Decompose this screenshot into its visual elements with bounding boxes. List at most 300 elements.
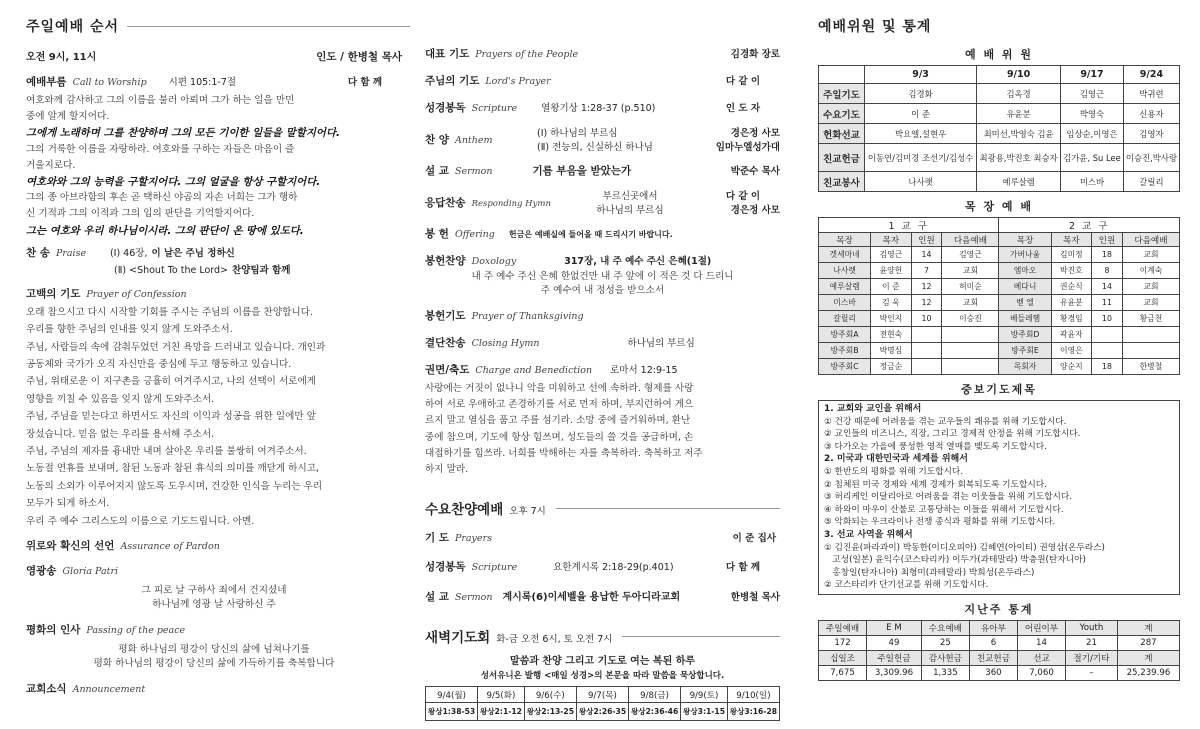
committee-cell: 이동연/김미경 조선기/김성수 (865, 144, 977, 172)
cell-group-1: 1 교 구 (819, 218, 999, 233)
intercessory-prayer-box (818, 400, 1180, 595)
offering-note: 헌금은 예배실에 들어올 때 드리시기 바랍니다. (508, 230, 673, 239)
cell-value: 방주회A (819, 327, 871, 343)
committee-stats-title: 예배위원 및 통계 (818, 16, 939, 36)
cell-value: 엠마오 (999, 263, 1051, 279)
stats-value: 21 (1066, 635, 1118, 650)
committee-cell: 이승진,박사랑 (1123, 144, 1179, 172)
confession-en: Prayer of Confession (86, 288, 187, 300)
committee-title: 예 배 위 원 (965, 48, 1033, 61)
doxology-text (425, 270, 780, 298)
prayer-item: ⑤ 악화되는 우크라이나 전쟁 종식과 평화를 위해 기도합시다. (824, 517, 1056, 528)
prayer-item: ② 코스타리카 단기선교를 위해 기도합시다. (824, 580, 989, 591)
cell-value: 김 욱 (871, 295, 911, 311)
cell-value: 박인지 (871, 311, 911, 327)
stats-header: 어린이부 (1017, 620, 1065, 635)
scripture-row (425, 100, 780, 115)
wed-prayer-person: 이 준 집사 (732, 533, 776, 545)
committee-corner (819, 66, 865, 84)
cell-value: 겟세마네 (819, 247, 871, 263)
call-line: 그의 종 아브라함의 후손 곧 택하신 야곱의 자손 너희는 그가 행하 (26, 192, 298, 204)
cell-value: 18 (1092, 359, 1123, 375)
peace-row (26, 622, 402, 637)
scripture-en: Scripture (471, 103, 518, 114)
cell-value: 전현숙 (871, 327, 911, 343)
call-line: 여호와와 그의 능력을 구할지어다. 그의 얼굴을 항상 구할지어다. (26, 176, 321, 189)
peace-en: Passing of the peace (86, 625, 186, 637)
committee-cell: 미스바 (1061, 172, 1124, 192)
cell-value: 가버나움 (999, 247, 1051, 263)
cell-group-row (819, 218, 1180, 233)
call-label: 예배부름 (26, 76, 67, 88)
cell-header: 다음예배 (1122, 233, 1179, 247)
wed-prayer-row (425, 530, 780, 545)
cell-row (819, 311, 1180, 327)
dawn-text-cell: 왕상2:1-12 (478, 703, 525, 721)
cell-value: 김영근 (942, 247, 999, 263)
cell-value: 18 (1092, 247, 1123, 263)
cell-value (942, 327, 999, 343)
order-of-worship-column (26, 0, 402, 729)
confession-line: 우리를 향한 주님의 인내를 잊지 않게 도와주소서. (26, 324, 233, 336)
cell-value: 베들레헴 (999, 311, 1051, 327)
dawn-day-cell: 9/5(화) (478, 687, 525, 703)
committee-role: 수요기도 (819, 104, 865, 124)
benediction-line: 르지 말고 열심을 품고 주를 섬기라. 소망 중에 즐거워하며, 환난 (425, 415, 691, 427)
cell-value (942, 343, 999, 359)
wednesday-time: 오후 7시 (509, 506, 546, 518)
sermon-person: 박준수 목사 (730, 166, 780, 177)
cell-value: 10 (911, 311, 942, 327)
cell-value (1092, 327, 1123, 343)
committee-cell: 박영숙 (1061, 104, 1124, 124)
call-line: 여호와께 감사하고 그의 이름을 불러 아뢰며 그가 하는 일을 만민 (26, 95, 295, 106)
doxology-line: 내 주 예수 주신 은혜 한없건만 내 주 앞에 이 적은 것 다 드리니 (471, 271, 734, 282)
scripture-label: 성경봉독 (425, 102, 466, 114)
response-person-2: 경은정 사모 (730, 205, 780, 216)
dawn-day-cell: 9/4(월) (426, 687, 478, 703)
cell-row (819, 359, 1180, 375)
call-line: 신 기적과 그의 이적과 그의 입의 판단을 기억할지어다. (26, 208, 255, 220)
stats-value: 14 (1017, 635, 1065, 650)
dawn-day-cell: 9/10(일) (727, 687, 779, 703)
benediction-ref: 로마서 12:9-15 (610, 365, 678, 376)
anthem-label-row (425, 132, 493, 147)
dawn-text-cell: 왕상1:38-53 (426, 703, 478, 721)
dawn-title: 새벽기도회 (425, 630, 491, 647)
wed-prayer-en: Prayers (454, 533, 492, 545)
gloria-row (26, 563, 402, 578)
gloria-label: 영광송 (26, 565, 57, 578)
stats-table (818, 620, 1180, 681)
cell-value: 권순식 (1051, 279, 1091, 295)
prayer-title: 중보기도제목 (961, 383, 1037, 396)
lords-prayer-person: 다 같 이 (725, 76, 760, 87)
prayer-item: ③ 허리케인 이달리아로 어려움을 겪는 이웃들을 위해 기도합시다. (824, 492, 1073, 503)
gloria-line: 그 피로 날 구하사 죄에서 건지셨네 (141, 585, 287, 597)
anthem-en: Anthem (454, 135, 493, 146)
stats-value: 25,239.96 (1117, 665, 1179, 680)
confession-line: 영향을 끼칠 수 있음을 잊지 않게 도와주소서. (26, 393, 215, 405)
lords-prayer-row (425, 73, 780, 88)
anthem-line-1 (537, 125, 780, 139)
cell-value: 교회 (1122, 295, 1179, 311)
committee-row (819, 84, 1180, 104)
stats-offering-header (819, 650, 1180, 665)
cell-value (911, 327, 942, 343)
cell-value: 양순지 (1051, 359, 1091, 375)
rep-prayer-person: 김경화 장로 (730, 49, 780, 60)
cell-title: 목 장 예 배 (965, 200, 1033, 213)
stats-value: – (1066, 665, 1118, 680)
cell-value: 교회 (1122, 247, 1179, 263)
stats-value: 287 (1117, 635, 1179, 650)
stats-value: 6 (969, 635, 1017, 650)
committee-cell: 나사랫 (865, 172, 977, 192)
order-of-worship-header (26, 0, 402, 40)
cell-value: 유윤분 (1051, 295, 1091, 311)
call-line: 거울지로다. (26, 159, 76, 171)
committee-role: 친교헌금 (819, 144, 865, 172)
benediction-line: 중에 참으며, 기도에 항상 힘쓰며, 성도들의 쓸 것을 공급하며, 손 (425, 431, 694, 443)
thanksgiving-label: 봉헌기도 (425, 310, 466, 322)
peace-text (26, 643, 402, 671)
rep-prayer-row (425, 46, 780, 61)
benediction-line: 대접하기를 힘쓰라. 너희를 박해하는 자를 축복하라. 축복하고 저주 (425, 447, 703, 459)
confession-line: 장섰습니다. 믿음 없는 우리를 용서해 주소서. (26, 428, 215, 440)
confession-label: 고백의 기도 (26, 287, 81, 300)
committee-cell: 최광용,박진호 최승자 (977, 144, 1061, 172)
praise-en: Praise (55, 247, 87, 259)
stats-header: 주일헌금 (867, 650, 922, 665)
stats-value: 7,060 (1017, 665, 1065, 680)
cell-value: 방주회D (999, 327, 1051, 343)
cell-value: 이승진 (942, 311, 999, 327)
benediction-text (425, 381, 780, 478)
committee-row (819, 124, 1180, 144)
committee-role: 주일기도 (819, 84, 865, 104)
committee-cell: 김영근 (1061, 84, 1124, 104)
wednesday-rule (556, 508, 780, 509)
benediction-line: 사랑에는 거짓이 없나니 악을 미워하고 선에 속하라. 형제를 사랑 (425, 383, 694, 394)
cell-value: 7 (911, 263, 942, 279)
scripture-person: 인 도 자 (725, 103, 760, 114)
stats-header: 주일예배 (819, 620, 867, 635)
confession-line: 노동의 소외가 이루어지지 않도록 도우시며, 건강한 인식을 누리는 우리 (26, 480, 323, 492)
prayer-section-heading: 2. 미국과 대한민국과 세계를 위해서 (824, 454, 968, 465)
cell-value (911, 343, 942, 359)
dawn-days-row (426, 687, 780, 703)
call-line: 그에게 노래하며 그를 찬양하며 그의 모든 기이한 일들을 말할지어다. (26, 127, 340, 140)
cell-value: 이영은 (1051, 343, 1091, 359)
stats-value: 172 (819, 635, 867, 650)
confession-line: 주님, 사람들의 속에 감춰두었던 거친 욕망을 드러내고 있습니다. 개인과 (26, 341, 326, 353)
committee-body (819, 84, 1180, 192)
committee-cell: 박귀련 (1123, 84, 1179, 104)
cell-value: 방주회E (999, 343, 1051, 359)
stats-value: 49 (867, 635, 922, 650)
confession-line: 주님, 주님을 믿는다고 하면서도 자신의 이익과 성공을 위한 일에만 앞 (26, 411, 316, 423)
wed-scripture-label: 성경봉독 (425, 561, 466, 574)
committee-cell: 예루살렘 (977, 172, 1061, 192)
doxology-hymn: 317장, 내 주 예수 주신 은혜(1절) (564, 256, 712, 267)
cell-value: 이계숙 (1122, 263, 1179, 279)
dawn-rule (622, 636, 780, 637)
cell-row (819, 263, 1180, 279)
dawn-text-cell: 왕상3:16-28 (727, 703, 779, 721)
cell-header: 다음예배 (942, 233, 999, 247)
call-to-worship-row (26, 74, 402, 89)
cell-value: 방주회C (819, 359, 871, 375)
doxology-en: Doxology (471, 256, 517, 267)
benediction-row (425, 362, 780, 377)
gloria-text (26, 584, 402, 612)
committee-row (819, 144, 1180, 172)
confession-line: 주님, 위태로운 이 지구촌을 긍휼히 여겨주시고, 나의 선택이 서로에게 (26, 376, 316, 388)
service-time-row (26, 48, 402, 64)
call-line: 그의 거룩한 이름을 자랑하라. 여호와를 구하는 자들은 마음이 즐 (26, 143, 295, 155)
wed-scripture-row (425, 559, 780, 574)
dawn-prayer-header (425, 626, 780, 646)
cell-header: 목장 (999, 233, 1051, 247)
lords-prayer-label: 주님의 기도 (425, 75, 480, 87)
closing-hymn-row (425, 335, 780, 350)
pardon-en: Assurance of Pardon (120, 541, 220, 553)
committee-cell: 김영자 (1123, 124, 1179, 144)
prayer-item: ② 침체된 미국 경제와 세계 경제가 회복되도록 기도합시다. (824, 479, 1047, 490)
stats-value: 25 (921, 635, 969, 650)
cell-header: 목장 (819, 233, 871, 247)
call-to-worship-text (26, 93, 402, 239)
anthem-label: 찬 양 (425, 134, 449, 146)
stats-value: 3,309.96 (867, 665, 922, 680)
peace-line: 평화 하나님의 평강이 당신의 삶에 넘쳐나기를 (118, 644, 310, 656)
stats-header: 절기/기타 (1066, 650, 1118, 665)
wed-sermon-label: 설 교 (425, 591, 449, 604)
doxology-line: 주 예수여 내 정성을 받으소서 (540, 285, 665, 296)
stats-value: 360 (969, 665, 1017, 680)
stats-header: 감사헌금 (921, 650, 969, 665)
dawn-text-cell: 왕상2:36-46 (629, 703, 681, 721)
cell-header: 인원 (911, 233, 942, 247)
prayer-item: ① 건강 때문에 어려움을 겪는 교우들의 쾌유를 위해 기도합시다. (824, 416, 1067, 427)
stats-title: 지난주 통계 (964, 602, 1034, 616)
prayer-item: 홍창일(탄자니아) 최형미(과테말라) 박희성(온두라스) (824, 567, 1035, 578)
prayer-item: ③ 다가오는 가을에 풍성한 영적 열매를 맺도록 기도합시다. (824, 441, 1047, 452)
committee-cell: 임상순,이영은 (1061, 124, 1124, 144)
cell-value: 갈릴리 (819, 311, 871, 327)
stats-header: 친교헌금 (969, 650, 1017, 665)
committee-cell: 김가윤, Su Lee (1061, 144, 1124, 172)
call-person: 다 함 께 (347, 77, 382, 88)
praise-block (26, 245, 402, 276)
confession-line: 모두가 되게 하소서. (26, 498, 110, 510)
committee-header-row (819, 66, 1180, 84)
response-en: Responding Hymn (471, 199, 551, 209)
committee-cell: 갈릴리 (1123, 172, 1179, 192)
praise-song: (Ⅱ) <Shout To the Lord> (114, 264, 228, 276)
pardon-label: 위로와 확신의 선언 (26, 540, 115, 553)
praise-hymn-title: 이 날은 주님 정하신 (151, 247, 235, 259)
cell-value: 박명심 (871, 343, 911, 359)
wed-prayer-label: 기 도 (425, 532, 449, 545)
stats-header: 유아부 (969, 620, 1017, 635)
wed-scripture-ref: 요한계시록 2:18-29(p.401) (553, 562, 674, 574)
committee-row (819, 104, 1180, 124)
confession-line: 공동체와 국가가 오직 자신만을 중심에 두고 행동하고 있습니다. (26, 359, 292, 371)
wed-sermon-person: 한병철 목사 (730, 592, 780, 604)
committee-stats-column (818, 0, 1180, 729)
dawn-line-2: 성서유니온 발행 <매일 성경>의 본문을 따라 말씀을 묵상합니다. (480, 671, 725, 682)
cell-row (819, 343, 1180, 359)
confession-row (26, 286, 402, 301)
prayer-item: ① 한반도의 평화를 위해 기도합시다. (824, 466, 964, 477)
cell-value: 베다니 (999, 279, 1051, 295)
cell-row (819, 279, 1180, 295)
cell-header: 인원 (1092, 233, 1123, 247)
committee-date: 9/10 (977, 66, 1061, 84)
cell-value: 12 (911, 295, 942, 311)
cell-value: 미스바 (819, 295, 871, 311)
cell-header: 목자 (1051, 233, 1091, 247)
benediction-label: 권면/축도 (425, 364, 470, 376)
cell-value: 박진호 (1051, 263, 1091, 279)
cell-value: 정금순 (871, 359, 911, 375)
lords-prayer-en: Lord's Prayer (485, 76, 551, 87)
call-ref: 시편 105:1-7절 (168, 77, 237, 88)
wed-scripture-person: 다 함 께 (725, 562, 760, 574)
committee-cell: 유윤분 (977, 104, 1061, 124)
anthem-block (425, 125, 780, 153)
cell-row (819, 327, 1180, 343)
praise-label: 찬 송 (26, 246, 50, 259)
cell-value: 10 (1092, 311, 1123, 327)
stats-attendance-values (819, 635, 1180, 650)
announcement-en: Announcement (72, 684, 146, 696)
anthem-person-1: 경은정 사모 (730, 128, 780, 139)
closing-hymn-label: 결단찬송 (425, 337, 466, 349)
committee-stats-header (818, 0, 1180, 40)
wednesday-service-header (425, 498, 780, 518)
cell-row (819, 247, 1180, 263)
cell-value (911, 359, 942, 375)
call-line: 그는 여호와 우리 하나님이시라. 그의 판단이 온 땅에 있도다. (26, 224, 304, 237)
cell-value: 방주회B (819, 343, 871, 359)
praise-row-1 (26, 245, 402, 260)
sermon-row (425, 163, 780, 178)
offering-label: 봉 헌 (425, 228, 449, 240)
committee-role: 친교봉사 (819, 172, 865, 192)
cell-value: 8 (1092, 263, 1123, 279)
praise-team: 찬양팀과 함께 (232, 264, 291, 276)
confession-line: 주님, 주님의 제자를 흉내만 내며 살아온 우리를 불쌍히 여겨주소서. (26, 446, 307, 458)
committee-cell: 최미선,박영숙 김윤 (977, 124, 1061, 144)
cell-header-row (819, 233, 1180, 247)
call-en: Call to Worship (72, 77, 147, 88)
dawn-schedule-table (425, 686, 780, 721)
announcement-row (26, 681, 402, 696)
dawn-day-cell: 9/9(토) (681, 687, 728, 703)
cell-value: 황경임 (1051, 311, 1091, 327)
stats-value: 7,675 (819, 665, 867, 680)
confession-line: 노동절 연휴를 보내며, 참된 노동과 참된 휴식의 의미를 깨닫게 하시고, (26, 463, 320, 475)
doxology-row (425, 253, 780, 268)
dawn-text-cell: 왕상3:1-15 (681, 703, 728, 721)
stats-header: E M (867, 620, 922, 635)
cell-value: 김미정 (1051, 247, 1091, 263)
offering-row (425, 226, 780, 241)
committee-cell: 김경화 (865, 84, 977, 104)
praise-row-2 (26, 262, 402, 276)
prayer-item: ① 김진윤(파라과이) 박동한(이디오피아) 김혜연(아이티) 권영삼(온두라스) (824, 542, 1105, 553)
cell-value: 교회 (1122, 279, 1179, 295)
stats-header: 계 (1117, 620, 1179, 635)
pardon-row (26, 538, 402, 553)
praise-hymn-num: (Ⅰ) 46장, (109, 247, 148, 259)
cell-value: 김영근 (871, 247, 911, 263)
committee-date: 9/17 (1061, 66, 1124, 84)
cell-value: 윤양헌 (871, 263, 911, 279)
stats-value: 1,335 (921, 665, 969, 680)
prayer-item: 고성(일본) 윤익수(코스타리카) 이두가(과테말라) 박충원(탄자니아) (824, 555, 1086, 566)
response-title-1: 부르신곳에서 (602, 191, 658, 202)
cell-value: 황금천 (1122, 311, 1179, 327)
sermon-en: Sermon (454, 166, 493, 177)
response-block (425, 188, 780, 216)
committee-row (819, 172, 1180, 192)
committee-cell: 박요엘,설현우 (865, 124, 977, 144)
stats-header: 십일조 (819, 650, 867, 665)
service-leader: 인도 / 한병철 목사 (316, 51, 402, 63)
cell-value: 곽윤자 (1051, 327, 1091, 343)
prayer-section-heading: 3. 선교 사역을 위해서 (824, 529, 913, 540)
dawn-time: 화-금 오전 6시, 토 오전 7시 (496, 634, 613, 646)
committee-table (818, 65, 1180, 192)
response-title-2: 하나님의 부르심 (596, 205, 664, 216)
cell-group-2: 2 교 구 (999, 218, 1180, 233)
response-label-row (425, 195, 551, 210)
cell-value: 한병철 (1122, 359, 1179, 375)
anthem-title-1: (Ⅰ) 하나님의 부르심 (537, 128, 618, 139)
scripture-ref: 열왕기상 1:28-37 (p.510) (541, 103, 656, 114)
committee-date: 9/24 (1123, 66, 1179, 84)
sermon-label: 설 교 (425, 165, 449, 177)
thanksgiving-row (425, 308, 780, 323)
anthem-title-2: (Ⅱ) 전능의, 신실하신 하나님 (537, 142, 653, 153)
cell-value (1122, 343, 1179, 359)
cell-value: 목회자 (999, 359, 1051, 375)
benediction-line: 하지 말라. (425, 464, 469, 476)
anthem-line-2 (537, 139, 780, 153)
stats-offering-values (819, 665, 1180, 680)
cell-body (819, 247, 1180, 375)
anthem-person-2: 임마누엘성가대 (715, 142, 780, 153)
thanksgiving-en: Prayer of Thanksgiving (471, 311, 584, 322)
cell-header: 목자 (871, 233, 911, 247)
dawn-texts-row (426, 703, 780, 721)
dawn-day-cell: 9/8(금) (629, 687, 681, 703)
cell-value: 14 (1092, 279, 1123, 295)
cell-value: 11 (1092, 295, 1123, 311)
dawn-day-cell: 9/6(수) (524, 687, 576, 703)
committee-cell: 이 준 (865, 104, 977, 124)
cell-value: 나사렛 (819, 263, 871, 279)
prayer-item: ② 교인들의 비즈니스, 직장, 그리고 경제적 안정을 위해 기도합시다. (824, 429, 1081, 440)
wed-sermon-en: Sermon (454, 592, 493, 604)
committee-date: 9/3 (865, 66, 977, 84)
order-of-worship-title: 주일예배 순서 (26, 16, 127, 36)
prayer-section-heading: 1. 교회와 교인을 위해서 (824, 404, 922, 414)
